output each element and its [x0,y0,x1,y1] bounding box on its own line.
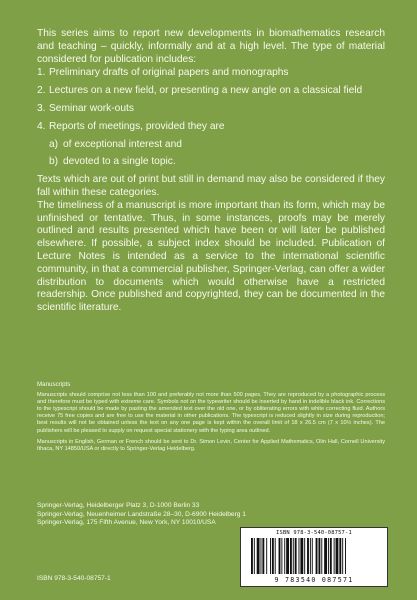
barcode-digits: 9 783540 087571 [274,576,354,584]
list-number: 1. [37,67,46,79]
sub-list-letter: b) [49,156,59,168]
timeliness-paragraph: The timeliness of a manuscript is more important than its form, which may be unfinished or tentative. Thus, in some instances, proofs may be merely outlined and results presented which have been or will later be published elsewhere. If possible, a subject index should be included. Publication of Lecture Notes is intended as a service to the international scientific community, in that a commercial publisher, Springer-Verlag, can offer a wider distribution to documents which would otherwise have a restricted readership. Once published and copyrighted, they can be documented in the scientific literature. [37,199,385,314]
barcode-bar [281,538,282,574]
barcode-bar [286,538,289,574]
barcode-bar [284,538,285,574]
isbn-label: ISBN 978-3-540-08757-1 [37,575,111,582]
list-item [37,85,385,98]
barcode-bar [321,538,322,574]
barcode-bar [342,538,343,574]
barcode-bar [328,538,329,574]
list-item [37,121,385,134]
manuscripts-section [37,381,385,453]
barcode-bar [345,538,346,574]
barcode-bar [307,538,309,574]
barcode-bar [261,538,262,574]
material-list [37,67,385,169]
out-of-print-paragraph: Texts which are out of print but still in demand may also be considered if they fall within these categories. [37,174,385,198]
list-text: Lectures on a new field, or presenting a new angle on a classical field [49,85,363,97]
address-line: Springer-Verlag, Neuenheimer Landstraße 28–30, D-6900 Heidelberg 1 [37,510,246,518]
sub-list-text: devoted to a single topic. [63,156,176,168]
sub-list-item [49,139,385,152]
manuscripts-body: Manuscripts should comprise not less than 100 and preferably not more than 500 pages. They are reproduced by a photographic process and therefore must be typed with extreme care. Symbols not on the typewriter should be inserted by hand in indelible black ink. Corrections to the typescript should be made by pasting the amended text over the old one, or by obliterating errors with white correcting fluid. Authors receive 75 free copies and are free to use the material in other publications. The typescript is reduced slightly in size during reproduction; best results will not be obtained unless the text on any one page is kept within the overall limit of 18 x 26.5 cm (7 x 10½ inches). The publishers will be pleased to supply on request special stationery with the typing area outlined. [37,392,385,434]
barcode-bar [339,538,341,574]
sub-list-item [49,156,385,169]
barcode-bar [266,538,267,574]
manuscripts-heading: Manuscripts [37,381,71,388]
barcode-bar [257,538,260,574]
list-text: Preliminary drafts of original papers and monographs [49,67,289,79]
list-number: 4. [37,120,46,132]
sub-list-letter: a) [49,138,59,150]
barcode-bar [304,538,305,574]
list-text: Seminar work-outs [49,102,134,114]
list-text: Reports of meetings, provided they are [49,120,225,132]
intro-paragraph: This series aims to report new developments in biomathematics research and teaching – quickly, informally and at a high level. The type of material considered for publication includes: [37,28,385,65]
barcode-bar [279,538,281,574]
barcode-bar [334,538,335,574]
barcode-bar [324,538,327,574]
barcode-bar [330,538,332,574]
barcode-bar [262,538,264,574]
list-item [37,103,385,116]
series-description [37,28,385,315]
barcode [240,527,388,587]
barcode-bar [299,538,300,574]
barcode-bar [254,538,255,574]
barcode-bars [251,538,377,576]
barcode-bar [336,538,339,574]
barcode-bar [275,538,276,574]
barcode-bar [300,538,303,574]
list-number: 3. [37,102,46,114]
barcode-bar [318,538,320,574]
address-line: Springer-Verlag, Heidelberger Platz 3, D-1000 Berlin 33 [37,502,200,509]
address-line: Springer-Verlag, 175 Fifth Avenue, New York, NY 10010/USA [37,519,216,527]
barcode-bar [310,538,311,574]
barcode-bar [293,538,294,574]
manuscripts-submission: Manuscripts in English, German or French should be sent to Dr. Simon Levin, Center for Applied Mathematics, Olin Hall, Cornell University Ithaca, NY 14850/USA or directly to Springer-Verlag Heidelberg. [37,438,385,452]
barcode-bar [295,538,297,574]
barcode-bar [270,538,271,574]
list-number: 2. [37,85,46,97]
barcode-bar [312,538,313,574]
barcode-isbn-text: ISBN 978-3-540-08757-1 [276,530,352,536]
list-item [37,67,385,80]
barcode-bar [272,538,274,574]
barcode-bar [316,538,318,574]
publisher-addresses [37,502,385,528]
barcode-bar [290,538,292,574]
sub-list-text: of exceptional interest and [63,138,182,150]
barcode-bar [251,538,253,574]
